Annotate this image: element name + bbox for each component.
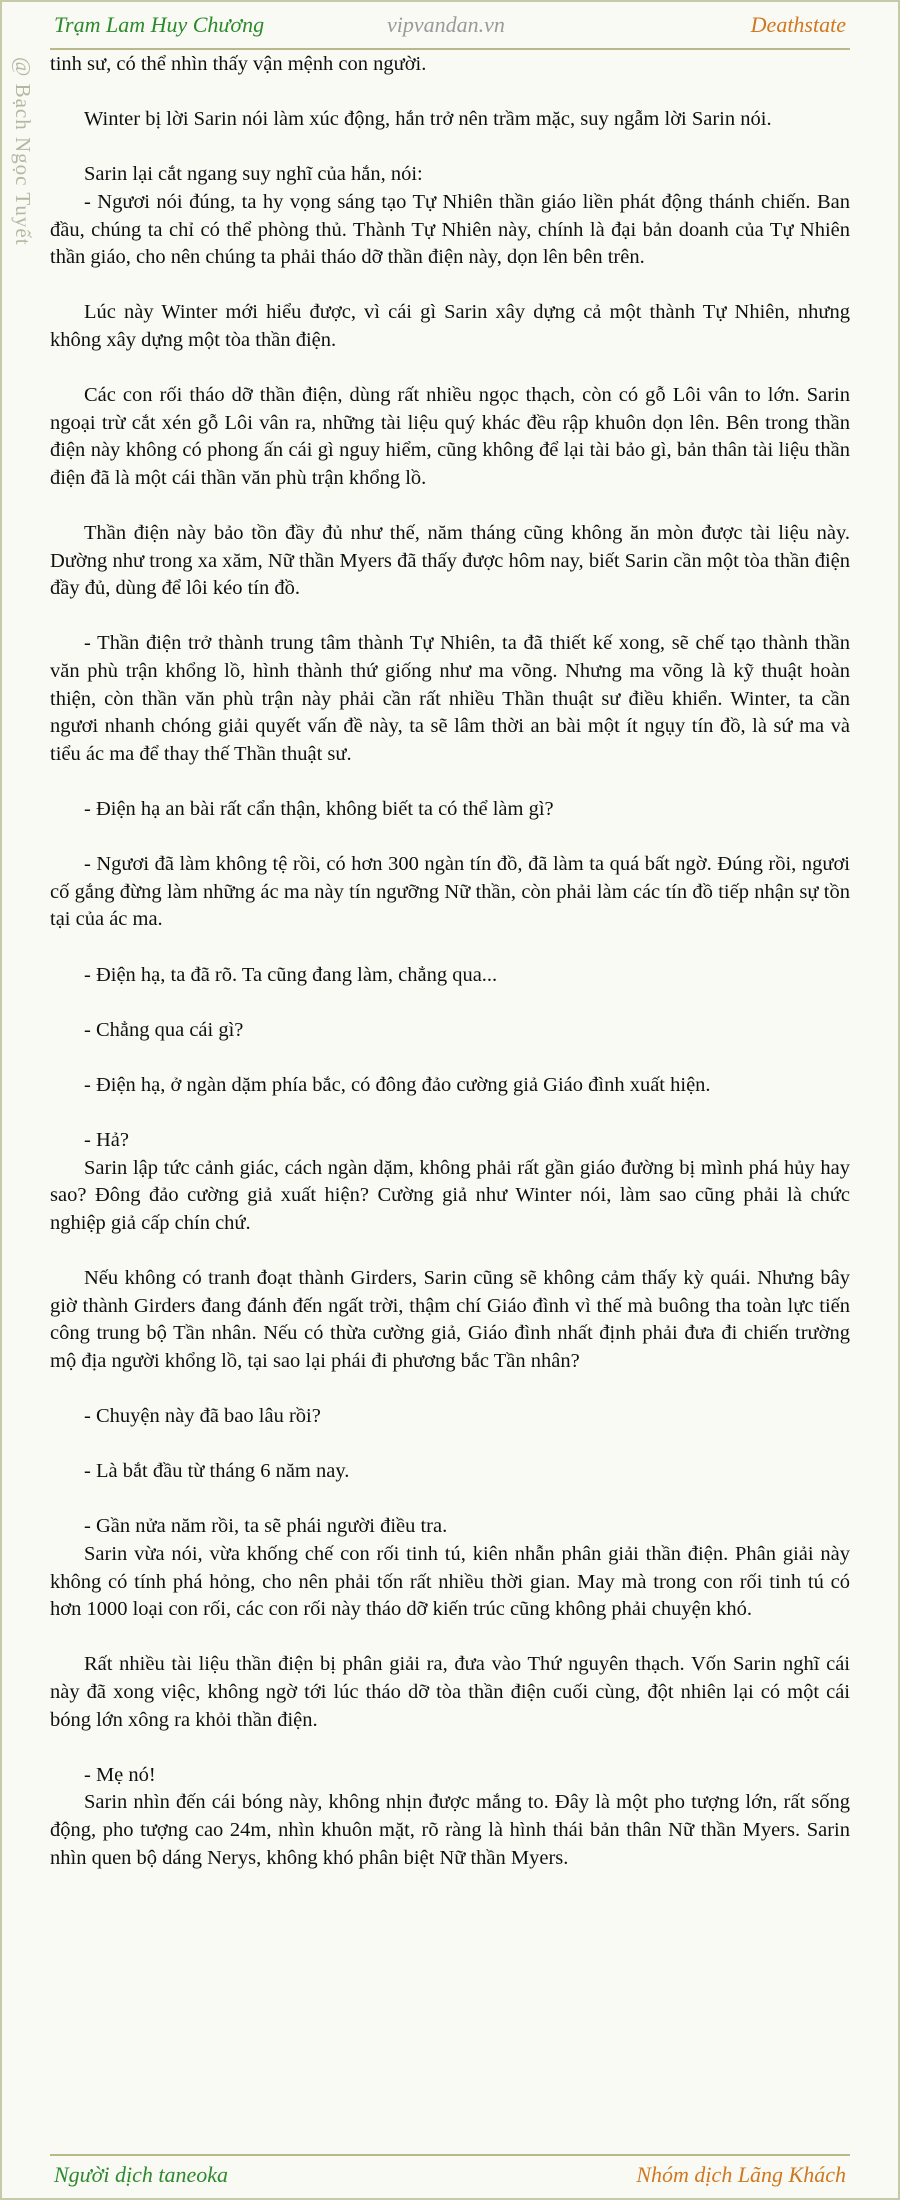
- paragraph: - Là bắt đầu từ tháng 6 năm nay.: [84, 1460, 350, 1483]
- footer-divider: [50, 2154, 850, 2156]
- paragraph: tinh sư, có thể nhìn thấy vận mệnh con người.: [50, 53, 427, 75]
- paragraph: - Gần nửa năm rồi, ta sẽ phái người điều tra.: [84, 1515, 448, 1538]
- chapter-text: [50, 51, 850, 1900]
- translation-group: Nhóm dịch Lãng Khách: [636, 2162, 846, 2187]
- book-title: Deathstate: [750, 12, 846, 37]
- paragraph: Rất nhiều tài liệu thần điện bị phân giải ra, đưa vào Thứ nguyên thạch. Vốn Sarin nghĩ cái này đã xong việc, không ngờ tới lúc tháo dỡ tòa thần điện cuối cùng, đột nhiên lại có một cái bóng lớn xông ra khỏi thần điện.: [50, 1653, 850, 1731]
- site-name: Trạm Lam Huy Chương: [54, 12, 265, 37]
- side-watermark: @ Bạch Ngọc Tuyết: [11, 57, 35, 246]
- paragraph: Lúc này Winter mới hiểu được, vì cái gì Sarin xây dựng cả một thành Tự Nhiên, nhưng không xây dựng một tòa thần điện.: [50, 301, 850, 351]
- paragraph: - Ngươi nói đúng, ta hy vọng sáng tạo Tự Nhiên thần giáo liền phát động thánh chiến. Ban đầu, chúng ta chỉ có thể phòng thủ. Thành Tự Nhiên này, chính là đại bản doanh của Tự Nhiên thần giáo, cho nên chúng ta phải tháo dỡ thần điện này, dọn lên bên trên.: [50, 190, 850, 269]
- paragraph: Sarin vừa nói, vừa khống chế con rối tinh tú, kiên nhẫn phân giải thần điện. Phân giải này không có tính phá hỏng, cho nên phải tốn rất nhiều thời gian. May mà trong con rối tinh tú có hơn 1000 loại con rối, các con rối này tháo dỡ kiến trúc cũng không phải chuyện khó.: [50, 1543, 850, 1621]
- translator-credit: Người dịch taneoka: [54, 2162, 229, 2187]
- paragraph: - Chẳng qua cái gì?: [84, 1018, 244, 1041]
- paragraph: Sarin lập tức cảnh giác, cách ngàn dặm, không phải rất gần giáo đường bị mình phá hủy hay sao? Đông đảo cường giả xuất hiện? Cường giả như Winter nói, làm sao cũng phải là chức nghiệp giả cấp chín chứ.: [50, 1156, 850, 1234]
- paragraph: - Hả?: [84, 1129, 129, 1152]
- paragraph: Thần điện này bảo tồn đầy đủ như thế, năm tháng cũng không ăn mòn được tài liệu này. Dường như trong xa xăm, Nữ thần Myers đã thấy được hôm nay, biết Sarin cần một tòa thần điện đầy đủ, dùng để lôi kéo tín đồ.: [50, 522, 850, 600]
- paragraph: Sarin nhìn đến cái bóng này, không nhịn được mắng to. Đây là một pho tượng lớn, rất sống động, pho tượng cao 24m, nhìn khuôn mặt, rõ ràng là hình thái bản thân Nữ thần Myers. Sarin nhìn quen bộ dáng Nerys, không khó phân biệt Nữ thần Myers.: [50, 1791, 850, 1869]
- paragraph: - Điện hạ an bài rất cẩn thận, không biết ta có thể làm gì?: [84, 798, 554, 821]
- paragraph: - Chuyện này đã bao lâu rồi?: [84, 1405, 321, 1428]
- paragraph: - Thần điện trở thành trung tâm thành Tự Nhiên, ta đã thiết kế xong, sẽ chế tạo thành thần văn phù trận khổng lồ, hình thành thứ giống như ma võng. Nhưng ma võng là kỹ thuật hoàn thiện, còn thần văn phù trận này phải cần rất nhiều Thần thuật sư điều khiển. Winter, ta cần ngươi nhanh chóng giải quyết vấn đề này, ta sẽ lâm thời an bài một ít ngụy tín đồ, là sứ ma và tiểu ác ma để thay thế Thần thuật sư.: [50, 632, 850, 765]
- page-footer: [2, 2162, 898, 2198]
- paragraph: - Điện hạ, ta đã rõ. Ta cũng đang làm, chẳng qua...: [84, 963, 498, 986]
- paragraph: - Ngươi đã làm không tệ rồi, có hơn 300 ngàn tín đồ, đã làm ta quá bất ngờ. Đúng rồi, ngươi cố gắng đừng làm những ác ma này tín ngưỡng Nữ thần, còn phải làm các tín đồ tiếp nhận sự tồn tại của ác ma.: [50, 853, 850, 931]
- site-domain: vipvandan.vn: [387, 12, 505, 37]
- paragraph: Các con rối tháo dỡ thần điện, dùng rất nhiều ngọc thạch, còn có gỗ Lôi vân to lớn. Sarin ngoại trừ cắt xén gỗ Lôi vân ra, những tài liệu quý khác đều rập khuôn dọn lên. Bên trong thần điện này không có phong ấn cái gì nguy hiểm, cũng không để lại tài bảo gì, bản thân tài liệu thần điện đã là một cái thần văn phù trận khổng lồ.: [50, 384, 850, 489]
- paragraph: - Điện hạ, ở ngàn dặm phía bắc, có đông đảo cường giả Giáo đình xuất hiện.: [84, 1073, 711, 1096]
- page-header: [2, 2, 898, 50]
- paragraph: Winter bị lời Sarin nói làm xúc động, hắn trở nên trầm mặc, suy ngẫm lời Sarin nói.: [84, 108, 772, 131]
- header-divider: [50, 48, 850, 50]
- paragraph: Nếu không có tranh đoạt thành Girders, Sarin cũng sẽ không cảm thấy kỳ quái. Nhưng bây giờ thành Girders đang đánh đến ngất trời, thậm chí Giáo đình vì thế mà buông tha toàn lực tiến công trung bộ Tần nhân. Nếu có thừa cường giả, Giáo đình nhất định phải đưa đi chiến trường mộ địa người khổng lồ, tại sao lại phái đi phương bắc Tần nhân?: [50, 1267, 850, 1372]
- paragraph: - Mẹ nó!: [84, 1763, 156, 1786]
- paragraph: Sarin lại cắt ngang suy nghĩ của hắn, nói:: [84, 163, 423, 186]
